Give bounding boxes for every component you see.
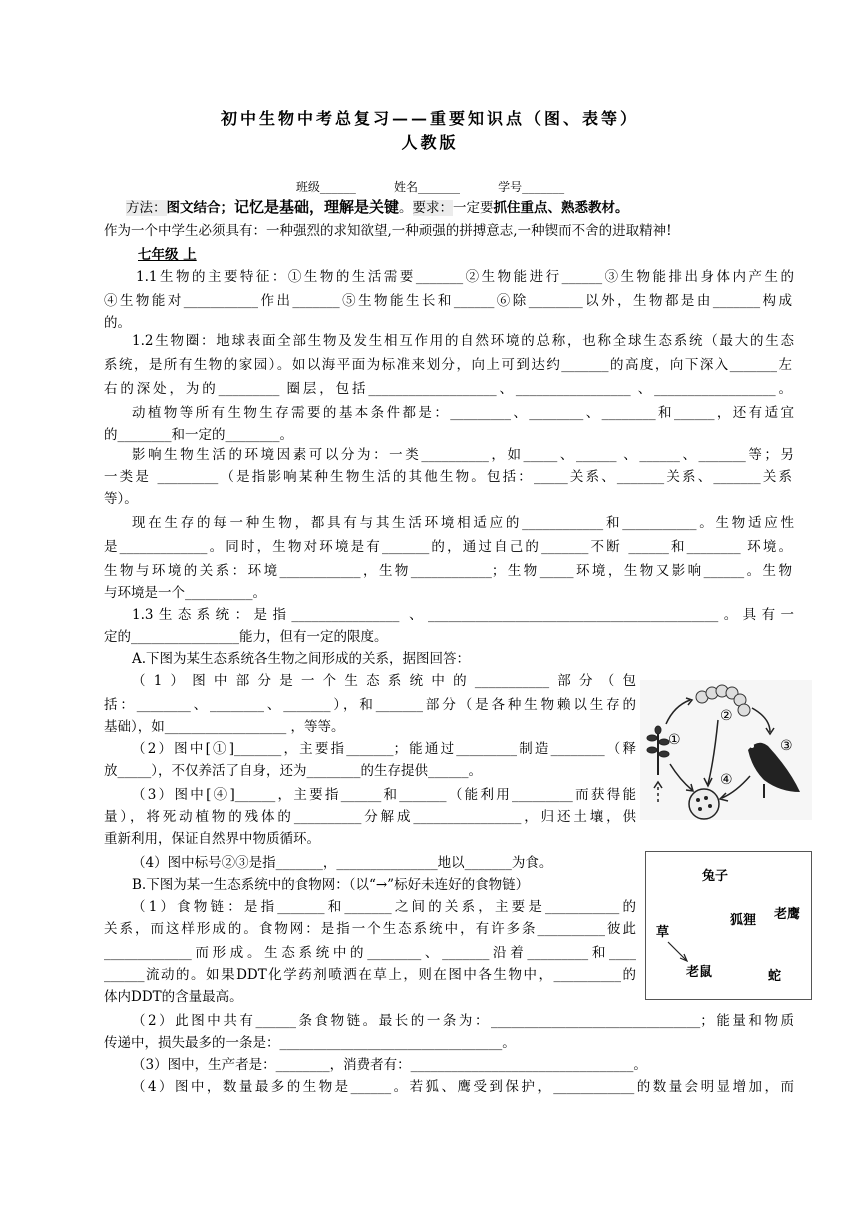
text-line: 1.2生物圈：地球表面全部生物及发生相互作用的自然环境的总称，也称全球生态系统（最大的生态 <box>132 333 794 349</box>
grass-label: 草 <box>656 925 670 940</box>
label-4: ④ <box>720 772 733 788</box>
label-1: ① <box>668 732 681 748</box>
decomposer-icon <box>689 789 719 819</box>
method-text-1: 图文结合； <box>166 200 234 216</box>
fox-label: 狐狸 <box>730 913 757 928</box>
text-line: 系统，是所有生物的家园）。如以海平面为标准来划分，向上可到达约_______的高度，向下深入_______左 <box>104 357 792 373</box>
text-line: （2）此图中共有______条食物链。最长的一条为：_______________________________；能量和物质 <box>132 1013 794 1029</box>
text-line: 1.3生态系统：是指________________ 、___________________________________________。具有一 <box>132 607 794 623</box>
text-line: A.下图为某生态系统各生物之间形成的关系，据图回答： <box>132 651 471 667</box>
snake-label: 蛇 <box>768 969 782 984</box>
label-3: ③ <box>780 738 793 754</box>
text-line: 等）。 <box>104 491 138 507</box>
method-text-2: 记忆是基础，理解是关键 <box>234 198 400 216</box>
text-line: （4）图中标号②③是指_______，_______________地以_______为食。 <box>132 855 553 871</box>
food-web-figure <box>645 851 812 1000</box>
text-line: B.下图为某一生态系统中的食物网：（以“→”标好未连好的食物链） <box>132 877 530 893</box>
text-line: 量），将死动植物的残体的__________分解成________________，归还土壤，供 <box>104 809 636 825</box>
text-line: ④生物能对___________作出_______⑤生物能生长和______⑥除________以外，生物都是由_______构成 <box>104 293 792 309</box>
requirement-text-1: 一定要 <box>453 200 494 216</box>
text-line: 一类是 _________（是指影响某种生物生活的其他生物。包括：_____关系、_______关系、_______关系 <box>104 469 792 485</box>
text-line: 生物与环境的关系：环境____________，生物____________；生物_____环境，生物又影响______。生物 <box>104 563 792 579</box>
text-line: 1.1生物的主要特征：①生物的生活需要_______②生物能进行______③生物能排出身体内产生的 <box>136 269 794 285</box>
text-line: （1）食物链：是指_______和_______之间的关系，主要是___________的 <box>132 899 636 915</box>
text-line: 括：________、________、_______），和_______部分（是各种生物赖以生存的 <box>104 697 636 713</box>
text-line: 体内DDT的含量最高。 <box>104 989 243 1005</box>
motto-line <box>104 220 792 242</box>
eagle-label: 老鹰 <box>774 907 801 922</box>
page-subtitle: 人教版 <box>401 133 459 152</box>
text-line: 重新利用，保证自然界中物质循环。 <box>104 831 320 847</box>
text-line: （3）图中，生产者是：________，消费者有：_________________________________。 <box>132 1057 647 1073</box>
text-line: 与环境是一个__________。 <box>104 585 266 601</box>
text-line: 传递中，损失最多的一条是：_________________________________。 <box>104 1035 516 1051</box>
page-title: 初中生物中考总复习——重要知识点（图、表等） <box>220 109 639 128</box>
ecosystem-diagram <box>640 680 812 820</box>
text-line: 基础），如__________________ ，等等。 <box>104 719 345 735</box>
text-line: 的________和一定的________。 <box>104 427 293 443</box>
motto-text: 作为一个中学生必须具有：一种强烈的求知欲望,一种顽强的拼搏意志,一种锲而不舍的进取精神! <box>104 223 672 239</box>
text-line: 关系，而这样形成的。食物网：是指一个生态系统中，有许多条__________彼此 <box>104 921 636 937</box>
method-line <box>126 196 806 219</box>
text-line: 影响生物生活的环境因素可以分为：一类__________，如_____、______ 、______、_______等；另 <box>132 447 794 463</box>
mouse-label: 老鼠 <box>686 965 713 980</box>
text-line: （3）图中[④]______，主要指______和_______（能利用_________而获得能 <box>132 787 636 803</box>
grade-heading: 七年级 上 <box>138 247 197 263</box>
text-line: 右的深处，为的_________ 圈层，包括___________________、_________________ 、__________________。 <box>104 381 792 397</box>
text-line: 现在生存的每一种生物，都具有与其生活环境相适应的____________和___________。生物适应性 <box>132 515 794 531</box>
ecosystem-figure <box>640 680 812 820</box>
food-web-diagram <box>646 852 811 999</box>
text-line: 放_____），不仅养活了自身，还为________的生存提供______。 <box>104 763 482 779</box>
text-line: （4）图中，数量最多的生物是______。若狐、鹰受到保护，____________的数量会明显增加，而 <box>132 1079 794 1095</box>
requirement-label: 要求： <box>412 200 454 216</box>
method-label: 方法： <box>126 200 167 216</box>
label-2: ② <box>720 708 733 724</box>
requirement-text-2: 抓住重点、熟悉教材。 <box>493 200 629 216</box>
text-line: _____________而形成。生态系统中的________、_______沿着_________和____ <box>104 945 636 961</box>
text-line: （1）图中部分是一个生态系统中的___________部分（包 <box>132 673 636 689</box>
text-line: 是_____________。同时，生物对环境是有_______的，通过自己的_______不断 ______和________ 环境。 <box>104 539 792 555</box>
rabbit-label: 兔子 <box>702 869 729 884</box>
text-line: 动植物等所有生物生存需要的基本条件都是：_________、________、________和______，还有适宜 <box>132 405 794 421</box>
text-line: （2）图中[①]_______，主要指_______；能通过_________制造________（释 <box>132 741 636 757</box>
text-line: ______流动的。如果DDT化学药剂喷洒在草上，则在图中各生物中，__________的 <box>104 967 636 983</box>
text-line: 的。 <box>104 315 131 331</box>
grass-to-mouse-arrow <box>668 942 687 961</box>
method-text-3: 。 <box>399 200 413 216</box>
text-line: 定的________________能力，但有一定的限度。 <box>104 629 388 645</box>
student-info: 班级______ 姓名_______ 学号_______ <box>295 180 565 194</box>
